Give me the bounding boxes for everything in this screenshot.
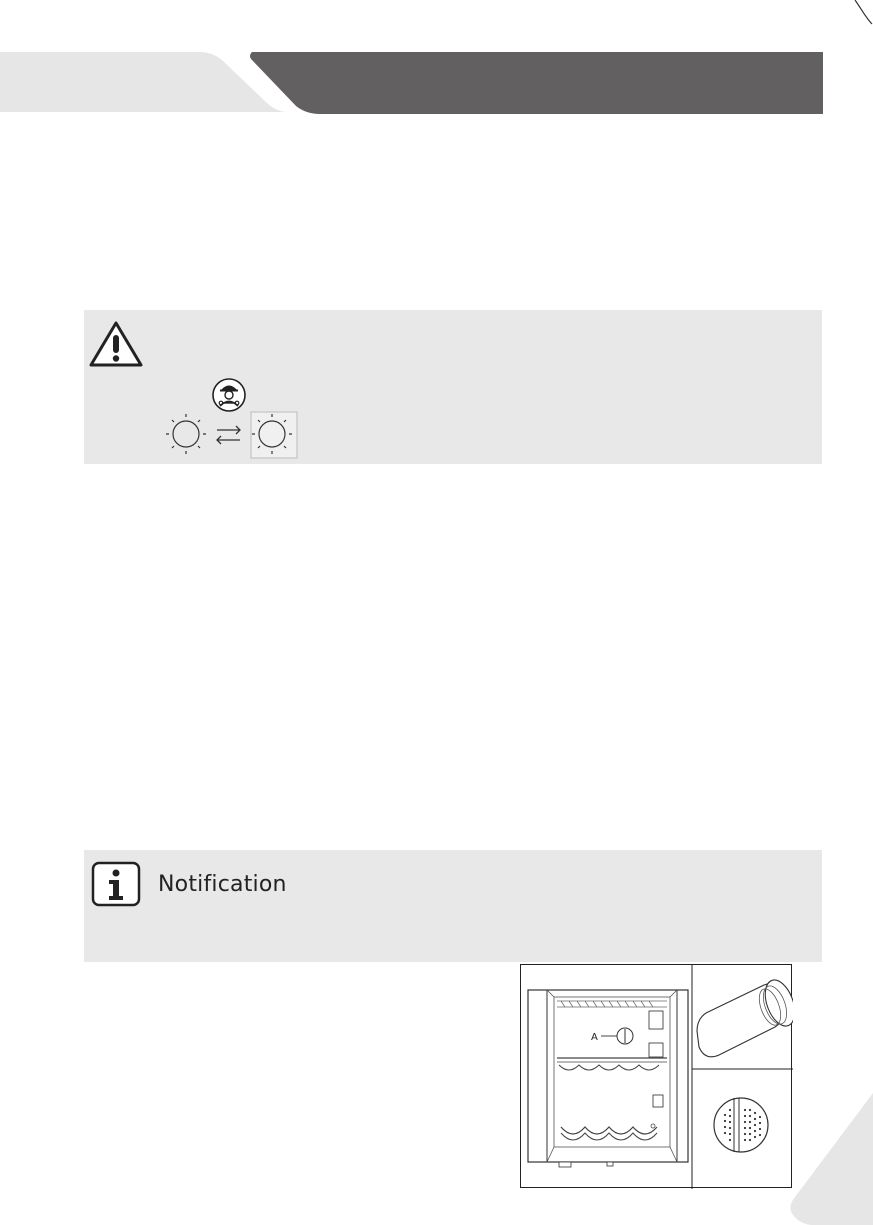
info-icon: [90, 860, 142, 908]
bulb-old-icon: [166, 414, 206, 454]
header-light-tab: [0, 52, 288, 112]
filter-canister-illustration: [697, 976, 793, 1057]
header-banner: [0, 48, 873, 116]
filter-label-a: A: [591, 1032, 598, 1043]
warning-triangle-icon: [88, 320, 144, 368]
page-corner-decoration: [783, 1093, 873, 1225]
fridge-filter-figure: [520, 964, 792, 1188]
service-technician-icon: [211, 377, 247, 413]
swap-arrows-icon: [217, 426, 240, 444]
corner-decoration: [0, 0, 873, 40]
bulb-swap-icon: [160, 410, 306, 462]
notification-box: [84, 850, 822, 962]
filter-face-illustration: [714, 1098, 768, 1152]
header-dark-tab: [250, 52, 823, 114]
notification-title: Notification: [158, 872, 287, 897]
fridge-interior-illustration: [521, 965, 793, 1189]
bulb-new-frame: [251, 412, 297, 458]
